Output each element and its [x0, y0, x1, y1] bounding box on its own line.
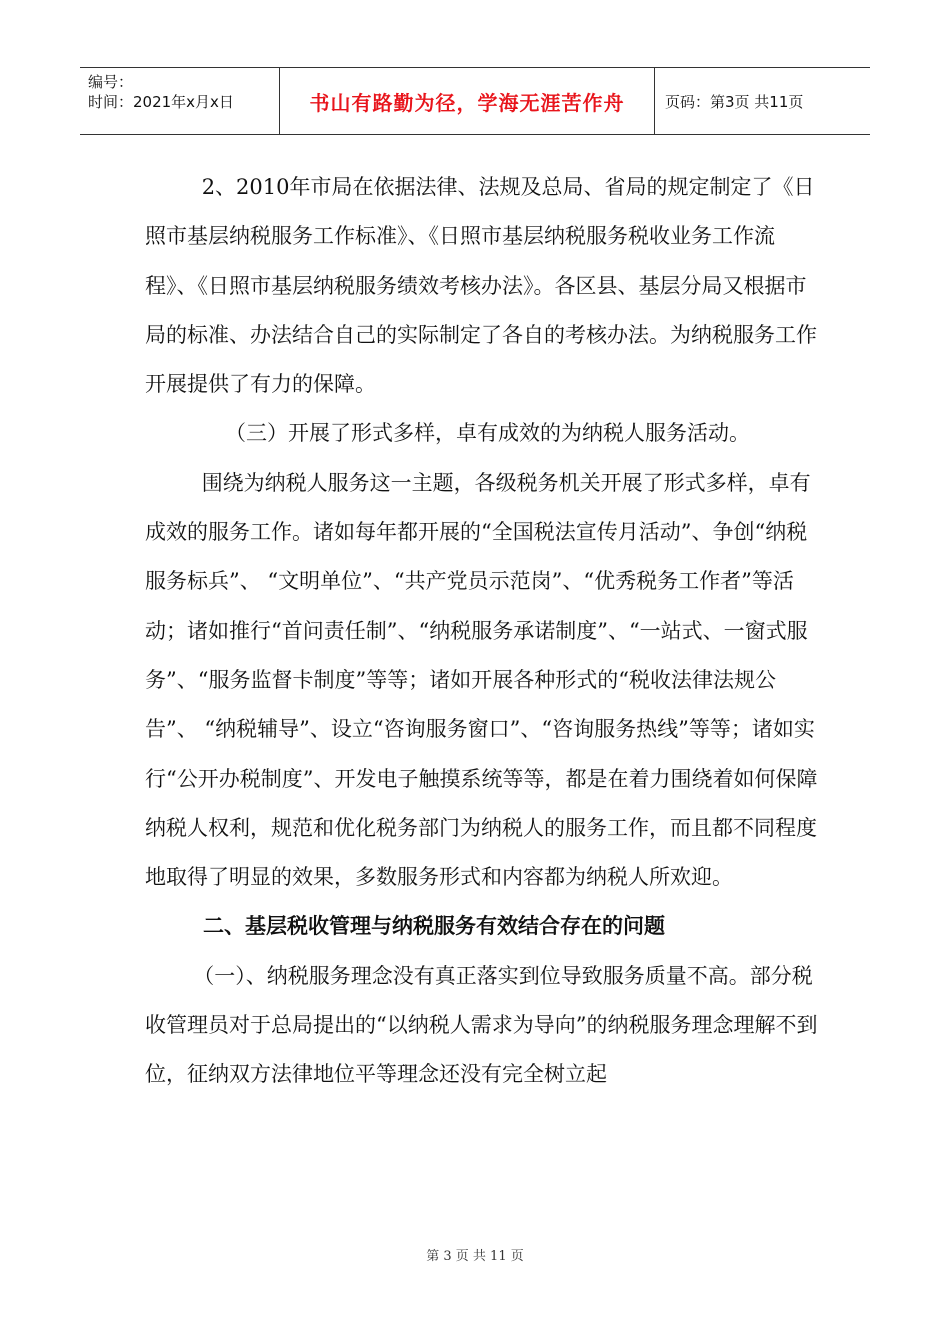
section-heading-2: 二、基层税收管理与纳税服务有效结合存在的问题: [203, 914, 665, 939]
paragraph-2: 围绕为纳税人服务这一主题，各级税务机关开展了形式多样，卓有成效的服务工作。诸如每年都开展的“全国税法宣传月活动”、争创“纳税服务标兵”、 “文明单位”、“共产党员示范岗”、“优秀税务工作者”等活动；诸如推行“首问责任制”、“纳税服务承诺制度”、“一站式、一窗式服务”、“服务监督卡制度”等等；诸如开展各种形式的“税收法律法规公告”、 “纳税辅导”、设立“咨询服务窗口”、“咨询服务热线”等等；诸如实行“公开办税制度”、开发电子触摸系统等等，都是在着力围绕着如何保障纳税人权利，规范和优化税务部门为纳税人的服务工作，而且都不同程度地取得了明显的效果，多数服务形式和内容都为纳税人所欢迎。: [145, 470, 818, 890]
page-footer: 第 3 页 共 11 页: [426, 1249, 524, 1264]
header-motto-cell: [280, 68, 655, 134]
page-header: [80, 67, 870, 135]
paragraph-3: （一）、纳税服务理念没有真正落实到位导致服务质量不高。部分税收管理员对于总局提出的“以纳税人需求为导向”的纳税服务理念理解不到位，征纳双方法律地位平等理念还没有完全树立起: [145, 963, 818, 1087]
subheading-3: （三）开展了形式多样，卓有成效的为纳税人服务活动。: [225, 421, 750, 446]
document-time: 时间：2021年x月x日: [88, 93, 234, 111]
header-meta: [80, 68, 280, 134]
paragraph-1: 2、2010年市局在依据法律、法规及总局、省局的规定制定了《日照市基层纳税服务工作标准》、《日照市基层纳税服务税收业务工作流程》、《日照市基层纳税服务绩效考核办法》。各区县、基层分局又根据市局的标准、办法结合自己的实际制定了各自的考核办法。为纳税服务工作开展提供了有力的保障。: [145, 175, 817, 397]
header-motto: 书山有路勤为径，学海无涯苦作舟: [309, 90, 625, 115]
document-number: 编号：: [88, 73, 134, 91]
header-page-info: 页码：第3页 共11页: [665, 92, 804, 111]
document-body: [145, 163, 825, 1100]
